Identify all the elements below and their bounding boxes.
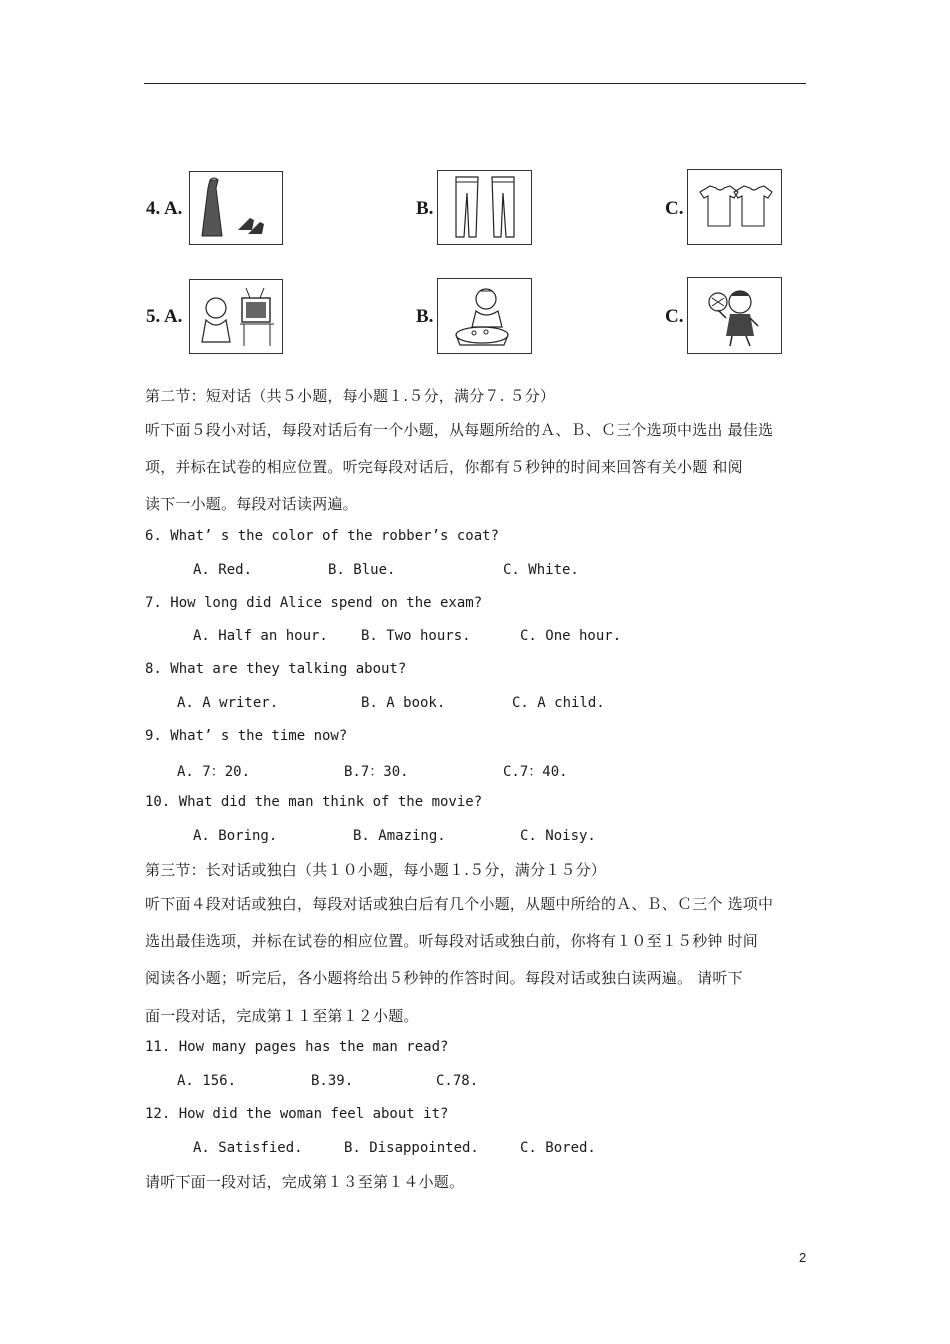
q8-option-b: B. A book. [361,695,446,711]
q12-option-c: C. Bored. [520,1140,596,1156]
q10-option-c: C. Noisy. [520,828,596,844]
next-dialogue-instruction: 请听下面一段对话，完成第１３至第１４小题。 [145,1173,465,1191]
question-12: 12. How did the woman feel about it? [145,1106,449,1122]
q4-label-a: 4. A. [146,198,183,219]
trousers-picture [437,170,532,245]
section2-instruction-line: 听下面５段小对话，每段对话后有一个小题，从每题所给的Ａ、Ｂ、Ｃ三个选项中选出 最佳选 [145,421,774,439]
q8-option-c: C. A child. [512,695,605,711]
question-9: 9. What’ s the time now? [145,728,348,744]
q10-option-b: B. Amazing. [353,828,446,844]
question-10: 10. What did the man think of the movie? [145,794,483,810]
section3-instruction-line: 选出最佳选项，并标在试卷的相应位置。听每段对话或独白前，你将有１０至１５秒钟 时间 [145,932,758,950]
question-11: 11. How many pages has the man read? [145,1039,449,1055]
section2-heading: 第二节：短对话（共５小题，每小题１.５分，满分７. ５分） [145,387,556,405]
q12-option-b: B. Disappointed. [344,1140,479,1156]
q9-option-c: C.7：40. [503,764,568,780]
q7-option-a: A. Half an hour. [193,628,328,644]
q7-option-c: C. One hour. [520,628,622,644]
q5-label-c: C. [665,306,684,327]
washing-clothes-picture [437,278,532,354]
question-7: 7. How long did Alice spend on the exam? [145,595,483,611]
section3-heading: 第三节：长对话或独白（共１０小题，每小题１.５分，满分１５分） [145,861,606,879]
q11-option-c: C.78. [436,1073,479,1089]
section3-instruction-line: 阅读各小题；听完后，各小题将给出５秒钟的作答时间。每段对话或独白读两遍。 请听下 [145,969,743,987]
q11-option-a: A. 156. [177,1073,237,1089]
q6-option-c: C. White. [503,562,579,578]
q6-option-a: A. Red. [193,562,253,578]
t-shirts-picture [687,169,782,245]
playing-ball-picture [687,277,782,354]
page-number: 2 [799,1250,807,1265]
dress-and-shoes-picture [189,171,283,245]
section2-instruction-line: 读下一小题。每段对话读两遍。 [145,495,358,513]
q4-label-c: C. [665,198,684,219]
watching-tv-picture [189,279,283,354]
section2-instruction-line: 项，并标在试卷的相应位置。听完每段对话后，你都有５秒钟的时间来回答有关小题 和阅 [145,458,743,476]
q5-label-a: 5. A. [146,306,183,327]
q5-label-b: B. [416,306,434,327]
q8-option-a: A. A writer. [177,695,279,711]
q4-label-b: B. [416,198,434,219]
q11-option-b: B.39. [311,1073,354,1089]
section3-instruction-line: 面一段对话，完成第１１至第１２小题。 [145,1007,419,1025]
q12-option-a: A. Satisfied. [193,1140,303,1156]
header-rule [144,83,806,84]
section3-instruction-line: 听下面４段对话或独白，每段对话或独白后有几个小题，从题中所给的Ａ、Ｂ、Ｃ三个 选项中 [145,895,774,913]
q7-option-b: B. Two hours. [361,628,471,644]
question-8: 8. What are they talking about? [145,661,407,677]
question-6: 6. What’ s the color of the robber’s coat? [145,528,500,544]
q10-option-a: A. Boring. [193,828,278,844]
q9-option-b: B.7：30. [344,764,409,780]
q6-option-b: B. Blue. [328,562,396,578]
q9-option-a: A. 7：20. [177,764,251,780]
